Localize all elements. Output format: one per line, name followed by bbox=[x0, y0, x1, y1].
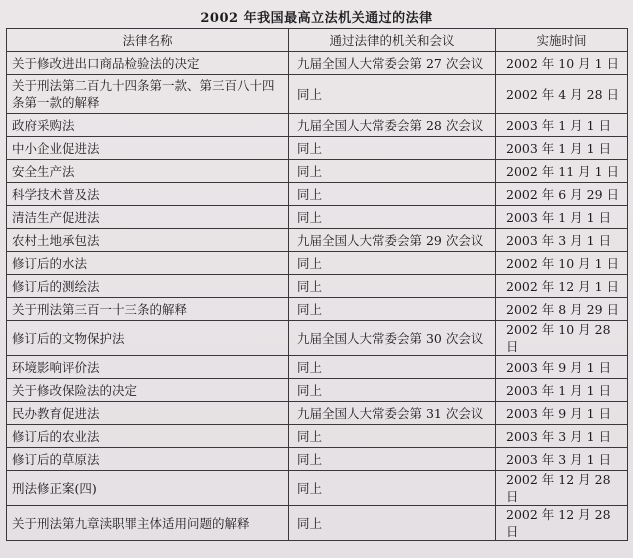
table-row bbox=[7, 298, 628, 321]
cell-issuing-body: 同上 bbox=[289, 379, 496, 402]
cell-effective-date: 2002 年 6 月 29 日 bbox=[496, 183, 628, 206]
table-row bbox=[7, 379, 628, 402]
cell-law-name: 农村土地承包法 bbox=[7, 229, 289, 252]
cell-issuing-body: 同上 bbox=[289, 137, 496, 160]
cell-law-name: 科学技术普及法 bbox=[7, 183, 289, 206]
cell-issuing-body: 同上 bbox=[289, 206, 496, 229]
cell-effective-date: 2002 年 10 月 1 日 bbox=[496, 52, 628, 75]
cell-law-name: 政府采购法 bbox=[7, 114, 289, 137]
cell-law-name: 修订后的测绘法 bbox=[7, 275, 289, 298]
table-row bbox=[7, 356, 628, 379]
cell-issuing-body: 同上 bbox=[289, 356, 496, 379]
cell-issuing-body: 同上 bbox=[289, 298, 496, 321]
table-title: 2002 年我国最高立法机关通过的法律 bbox=[200, 11, 433, 26]
cell-law-name: 修订后的农业法 bbox=[7, 425, 289, 448]
cell-effective-date: 2003 年 9 月 1 日 bbox=[496, 356, 628, 379]
table-row bbox=[7, 471, 628, 506]
cell-effective-date: 2002 年 12 月 28 日 bbox=[496, 506, 628, 541]
cell-effective-date: 2002 年 8 月 29 日 bbox=[496, 298, 628, 321]
header-issuing-body: 通过法律的机关和会议 bbox=[289, 29, 496, 52]
cell-issuing-body: 同上 bbox=[289, 448, 496, 471]
cell-effective-date: 2002 年 10 月 1 日 bbox=[496, 252, 628, 275]
laws-table bbox=[6, 28, 628, 541]
cell-law-name: 关于修改进出口商品检验法的决定 bbox=[7, 52, 289, 75]
table-row bbox=[7, 206, 628, 229]
cell-effective-date: 2003 年 1 月 1 日 bbox=[496, 206, 628, 229]
cell-law-name: 安全生产法 bbox=[7, 160, 289, 183]
table-row bbox=[7, 252, 628, 275]
cell-effective-date: 2003 年 1 月 1 日 bbox=[496, 137, 628, 160]
cell-issuing-body: 同上 bbox=[289, 252, 496, 275]
cell-law-name: 关于刑法第九章渎职罪主体适用问题的解释 bbox=[7, 506, 289, 541]
cell-issuing-body: 九届全国人大常委会第 29 次会议 bbox=[289, 229, 496, 252]
cell-effective-date: 2003 年 3 月 1 日 bbox=[496, 448, 628, 471]
table-row bbox=[7, 75, 628, 114]
cell-law-name: 刑法修正案(四) bbox=[7, 471, 289, 506]
header-effective-date: 实施时间 bbox=[496, 29, 628, 52]
cell-issuing-body: 同上 bbox=[289, 183, 496, 206]
cell-effective-date: 2002 年 4 月 28 日 bbox=[496, 75, 628, 114]
cell-issuing-body: 同上 bbox=[289, 471, 496, 506]
cell-issuing-body: 九届全国人大常委会第 31 次会议 bbox=[289, 402, 496, 425]
cell-issuing-body: 同上 bbox=[289, 275, 496, 298]
cell-law-name: 关于刑法第二百九十四条第一款、第三百八十四条第一款的解释 bbox=[7, 75, 289, 114]
cell-law-name: 修订后的草原法 bbox=[7, 448, 289, 471]
table-row bbox=[7, 275, 628, 298]
cell-effective-date: 2002 年 10 月 28 日 bbox=[496, 321, 628, 356]
header-law-name: 法律名称 bbox=[7, 29, 289, 52]
table-row bbox=[7, 160, 628, 183]
cell-issuing-body: 同上 bbox=[289, 425, 496, 448]
cell-effective-date: 2002 年 11 月 1 日 bbox=[496, 160, 628, 183]
cell-effective-date: 2003 年 3 月 1 日 bbox=[496, 229, 628, 252]
cell-issuing-body: 同上 bbox=[289, 75, 496, 114]
cell-issuing-body: 九届全国人大常委会第 27 次会议 bbox=[289, 52, 496, 75]
cell-law-name: 关于刑法第三百一十三条的解释 bbox=[7, 298, 289, 321]
cell-issuing-body: 九届全国人大常委会第 30 次会议 bbox=[289, 321, 496, 356]
table-row bbox=[7, 137, 628, 160]
cell-issuing-body: 同上 bbox=[289, 160, 496, 183]
cell-law-name: 关于修改保险法的决定 bbox=[7, 379, 289, 402]
table-row bbox=[7, 402, 628, 425]
table-row bbox=[7, 425, 628, 448]
cell-law-name: 修订后的水法 bbox=[7, 252, 289, 275]
cell-law-name: 民办教育促进法 bbox=[7, 402, 289, 425]
table-row bbox=[7, 52, 628, 75]
table-row bbox=[7, 321, 628, 356]
cell-law-name: 清洁生产促进法 bbox=[7, 206, 289, 229]
cell-issuing-body: 同上 bbox=[289, 506, 496, 541]
cell-effective-date: 2002 年 12 月 1 日 bbox=[496, 275, 628, 298]
table-row bbox=[7, 506, 628, 541]
table-row bbox=[7, 114, 628, 137]
table-header-row bbox=[7, 29, 628, 52]
cell-effective-date: 2002 年 12 月 28 日 bbox=[496, 471, 628, 506]
table-row bbox=[7, 448, 628, 471]
table-row bbox=[7, 229, 628, 252]
cell-effective-date: 2003 年 1 月 1 日 bbox=[496, 379, 628, 402]
cell-effective-date: 2003 年 1 月 1 日 bbox=[496, 114, 628, 137]
cell-law-name: 修订后的文物保护法 bbox=[7, 321, 289, 356]
cell-law-name: 中小企业促进法 bbox=[7, 137, 289, 160]
cell-issuing-body: 九届全国人大常委会第 28 次会议 bbox=[289, 114, 496, 137]
cell-effective-date: 2003 年 3 月 1 日 bbox=[496, 425, 628, 448]
cell-law-name: 环境影响评价法 bbox=[7, 356, 289, 379]
table-row bbox=[7, 183, 628, 206]
cell-effective-date: 2003 年 9 月 1 日 bbox=[496, 402, 628, 425]
